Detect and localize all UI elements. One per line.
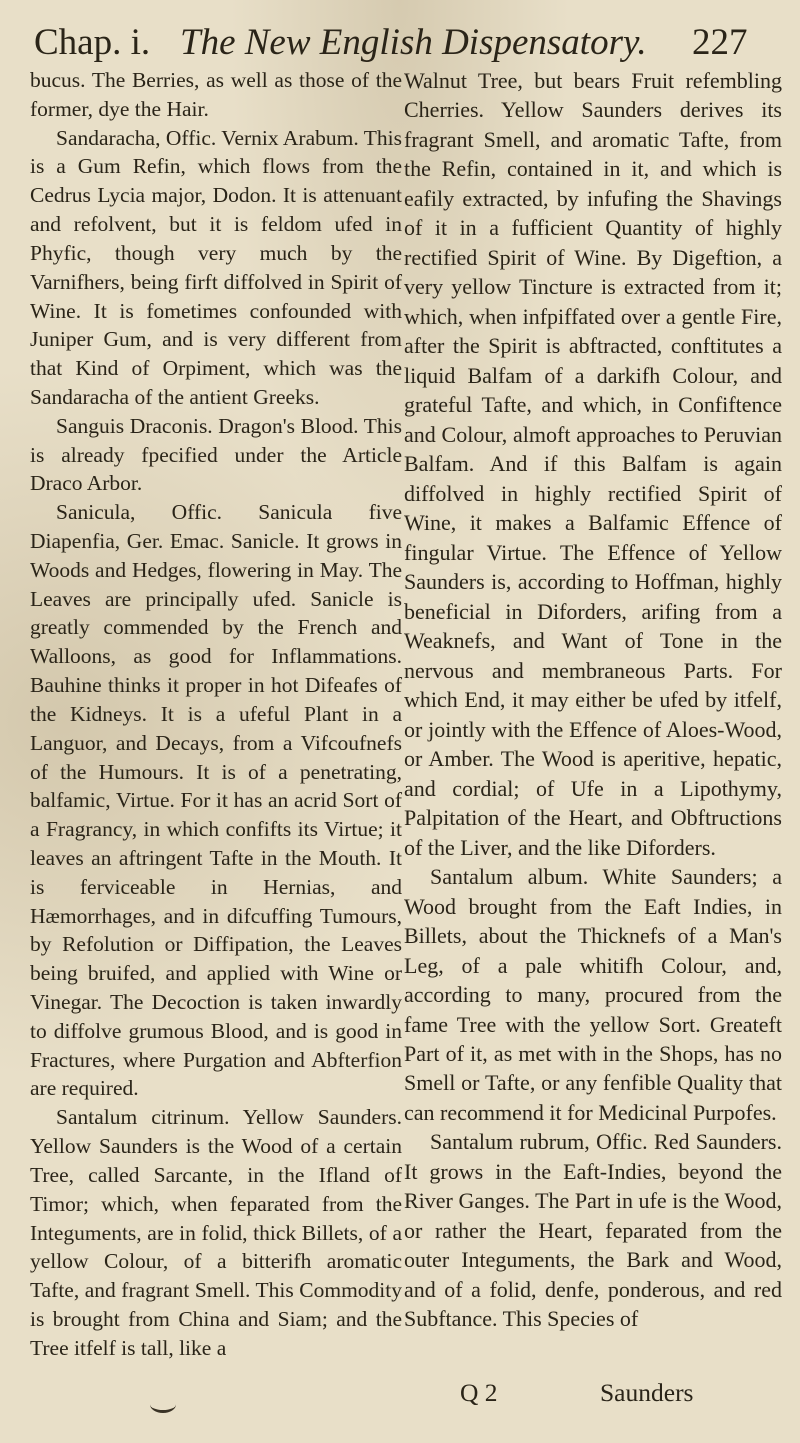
paragraph: Santalum citrinum. Yellow Saunders. Yellow Saunders is the Wood of a certain Tree, called Sarcante, in the Ifland of Timor; which, when feparated from the Integuments, are in folid, thick Billets, of a yellow Colour, of a bitterifh aromatic Tafte, and fragrant Smell. This Commodity is brought from China and Siam; and the Tree itfelf is tall, like a	[30, 1105, 402, 1360]
page-number: 227	[692, 22, 748, 63]
ink-smudge	[150, 1396, 176, 1413]
catchword: Saunders	[600, 1378, 694, 1407]
paragraph: Sanicula, Offic. Sanicula five Diapenfia, Ger. Emac. Sanicle. It grows in Woods and Hedges, flowering in May. The Leaves are principally ufed. Sanicle is greatly commended by the French and Walloons, as good for Inflammations. Bauhine thinks it proper in hot Difeafes of the Kidneys. It is a ufeful Plant in a Languor, and Decays, from a Vifcoufnefs of the Humours. It is of a penetrating, balfamic, Virtue. For it has an acrid Sort of a Fragrancy, in which confifts its Virtue; it leaves an aftringent Tafte in the Mouth. It is ferviceable in Hernias, and Hæmorrhages, and in difcuffing Tumours, by Refolution or Diffipation, the Leaves being bruifed, and applied with Wine or Vinegar. The Decoction is taken inwardly to diffolve grumous Blood, and is good in Fractures, where Purgation and Abfterfion are required.	[30, 500, 402, 1101]
signature-mark: Q 2	[460, 1378, 498, 1407]
paragraph: Sanguis Draconis. Dragon's Blood. This is already fpecified under the Article Draco Arbor.	[30, 413, 402, 496]
paragraph: bucus. The Berries, as well as those of the former, dye the Hair.	[30, 68, 402, 121]
running-title: The New English Dispensatory.	[180, 22, 647, 63]
paragraph: Sandaracha, Offic. Vernix Arabum. This is a Gum Refin, which flows from the Cedrus Lycia major, Dodon. It is attenuant and refolvent, but it is feldom ufed in Phyfic, though very much by the Varnifhers, being firft diffolved in Spirit of Wine. It is fometimes confounded with Juniper Gum, and is very different from that Kind of Orpiment, which was the Sandaracha of the antient Greeks.	[30, 125, 402, 409]
running-header	[32, 18, 772, 68]
left-column	[30, 66, 402, 1363]
paragraph: Santalum album. White Saunders; a Wood brought from the Eaft Indies, in Billets, about the Thicknefs of a Man's Leg, of a pale whitifh Colour, and, according to many, procured from the fame Tree with the yellow Sort. Greateft Part of it, as met with in the Shops, has no Smell or Tafte, or any fenfible Quality that can recommend it for Medicinal Purpofes.	[404, 864, 782, 1125]
paragraph: Walnut Tree, but bears Fruit refembling Cherries. Yellow Saunders derives its fragrant Smell, and aromatic Tafte, from the Refin, contained in it, and which is eafily extracted, by infufing the Shavings of it in a fufficient Quantity of highly rectified Spirit of Wine. By Digeftion, a very yellow Tincture is extracted from it; which, when infpiffated over a gentle Fire, after the Spirit is abftracted, conftitutes a liquid Balfam of a darkifh Colour, and grateful Tafte, and which, in Confiftence and Colour, almoft approaches to Peruvian Balfam. And if this Balfam is again diffolved in highly rectified Spirit of Wine, it makes a Balfamic Effence of fingular Virtue. The Effence of Yellow Saunders is, according to Hoffman, highly beneficial in Diforders, arifing from a Weaknefs, and Want of Tone in the nervous and membraneous Parts. For which End, it may either be ufed by itfelf, or jointly with the Effence of Aloes-Wood, or Amber. The Wood is aperitive, hepatic, and cordial; of Ufe in a Lipothymy, Palpitation of the Heart, and Obftructions of the Liver, and the like Diforders.	[404, 68, 782, 860]
chapter-label: Chap. i.	[34, 22, 151, 63]
right-column	[404, 66, 782, 1334]
paragraph: Santalum rubrum, Offic. Red Saunders. It grows in the Eaft-Indies, beyond the River Ganges. The Part in ufe is the Wood, or rather the Heart, feparated from the outer Integuments, the Bark and Wood, and of a folid, denfe, ponderous, and red Subftance. This Species of	[404, 1129, 782, 1332]
